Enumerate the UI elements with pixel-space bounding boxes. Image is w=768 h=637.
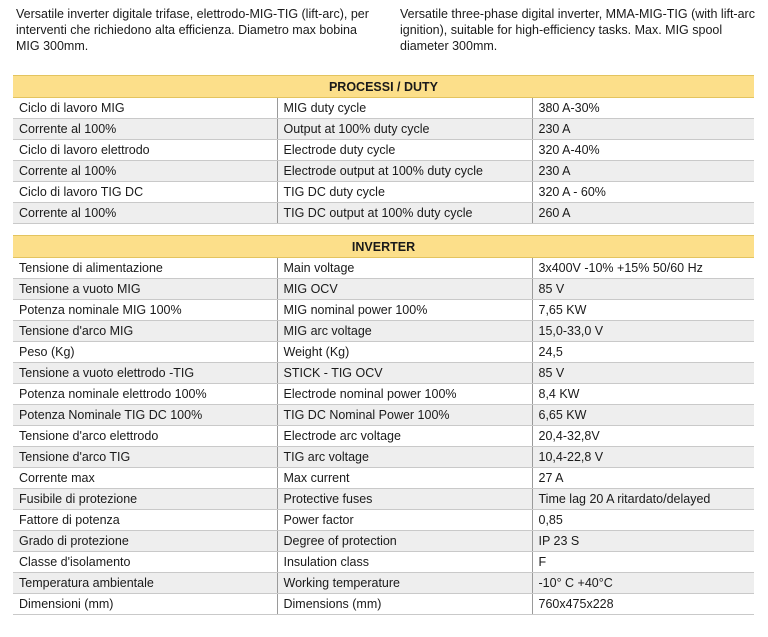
cell-label-english: Power factor [277,510,532,531]
cell-label-english: TIG DC duty cycle [277,182,532,203]
cell-label-english: Electrode output at 100% duty cycle [277,161,532,182]
cell-value: 230 A [532,119,754,140]
cell-label-english: Insulation class [277,552,532,573]
cell-label-italian: Corrente al 100% [13,119,277,140]
section-header-inverter: INVERTER [13,235,754,258]
cell-value: 380 A-30% [532,98,754,119]
cell-label-english: Electrode nominal power 100% [277,384,532,405]
cell-value: 7,65 KW [532,300,754,321]
spec-table-processi-duty [13,98,754,224]
cell-value: 24,5 [532,342,754,363]
cell-value: 27 A [532,468,754,489]
table-row [13,98,754,119]
cell-value: 20,4-32,8V [532,426,754,447]
table-row [13,510,754,531]
cell-label-english: TIG arc voltage [277,447,532,468]
cell-label-italian: Classe d'isolamento [13,552,277,573]
table-row [13,119,754,140]
table-row [13,384,754,405]
cell-label-italian: Ciclo di lavoro TIG DC [13,182,277,203]
cell-label-english: Degree of protection [277,531,532,552]
section-header-processi-duty: PROCESSI / DUTY [13,75,754,98]
cell-label-english: MIG nominal power 100% [277,300,532,321]
cell-value: -10° C +40°C [532,573,754,594]
cell-label-italian: Tensione a vuoto MIG [13,279,277,300]
table-row [13,300,754,321]
table-row [13,489,754,510]
spec-table-inverter [13,258,754,615]
cell-label-italian: Ciclo di lavoro elettrodo [13,140,277,161]
cell-label-italian: Tensione a vuoto elettrodo -TIG [13,363,277,384]
table-row [13,552,754,573]
cell-value: 10,4-22,8 V [532,447,754,468]
cell-label-italian: Fattore di potenza [13,510,277,531]
cell-label-english: Main voltage [277,258,532,279]
cell-label-english: Max current [277,468,532,489]
intro-italian: Versatile inverter digitale trifase, elettrodo-MIG-TIG (lift-arc), per interventi che richiedono alta efficienza. Diametro max bobina MIG 300mm. [16,7,369,53]
table-row [13,182,754,203]
cell-value: 6,65 KW [532,405,754,426]
cell-label-italian: Tensione d'arco TIG [13,447,277,468]
cell-label-english: Output at 100% duty cycle [277,119,532,140]
cell-label-english: STICK - TIG OCV [277,363,532,384]
cell-value: 85 V [532,363,754,384]
table-row [13,468,754,489]
cell-label-italian: Corrente max [13,468,277,489]
cell-label-english: MIG duty cycle [277,98,532,119]
cell-value: F [532,552,754,573]
cell-label-english: Protective fuses [277,489,532,510]
cell-label-italian: Tensione di alimentazione [13,258,277,279]
table-row [13,140,754,161]
table-row [13,279,754,300]
cell-label-italian: Potenza nominale elettrodo 100% [13,384,277,405]
cell-label-english: TIG DC output at 100% duty cycle [277,203,532,224]
cell-value: 320 A - 60% [532,182,754,203]
cell-label-english: Electrode duty cycle [277,140,532,161]
table-row [13,531,754,552]
cell-label-italian: Corrente al 100% [13,203,277,224]
cell-value: 0,85 [532,510,754,531]
cell-label-english: Dimensions (mm) [277,594,532,615]
cell-value: 760x475x228 [532,594,754,615]
cell-label-italian: Tensione d'arco MIG [13,321,277,342]
cell-label-english: Electrode arc voltage [277,426,532,447]
cell-label-english: Working temperature [277,573,532,594]
cell-label-italian: Fusibile di protezione [13,489,277,510]
cell-label-italian: Corrente al 100% [13,161,277,182]
cell-value: 85 V [532,279,754,300]
table-row [13,573,754,594]
cell-label-english: TIG DC Nominal Power 100% [277,405,532,426]
table-row [13,363,754,384]
cell-label-english: Weight (Kg) [277,342,532,363]
cell-label-italian: Potenza nominale MIG 100% [13,300,277,321]
cell-label-italian: Tensione d'arco elettrodo [13,426,277,447]
cell-label-italian: Peso (Kg) [13,342,277,363]
cell-value: 320 A-40% [532,140,754,161]
cell-value: 260 A [532,203,754,224]
cell-label-italian: Grado di protezione [13,531,277,552]
cell-label-italian: Potenza Nominale TIG DC 100% [13,405,277,426]
cell-label-italian: Dimensioni (mm) [13,594,277,615]
table-row [13,405,754,426]
table-row [13,594,754,615]
table-row [13,258,754,279]
table-row [13,161,754,182]
cell-label-english: MIG arc voltage [277,321,532,342]
cell-value: Time lag 20 A ritardato/delayed [532,489,754,510]
intro-english: Versatile three-phase digital inverter, MMA-MIG-TIG (with lift-arc ignition), suitable for high-efficiency tasks. Max. MIG spool diameter 300mm. [400,7,755,53]
cell-label-italian: Temperatura ambientale [13,573,277,594]
table-row [13,426,754,447]
table-row [13,447,754,468]
table-row [13,203,754,224]
cell-value: 8,4 KW [532,384,754,405]
table-row [13,342,754,363]
cell-value: 230 A [532,161,754,182]
cell-value: 3x400V -10% +15% 50/60 Hz [532,258,754,279]
cell-value: 15,0-33,0 V [532,321,754,342]
cell-value: IP 23 S [532,531,754,552]
table-row [13,321,754,342]
cell-label-italian: Ciclo di lavoro MIG [13,98,277,119]
cell-label-english: MIG OCV [277,279,532,300]
